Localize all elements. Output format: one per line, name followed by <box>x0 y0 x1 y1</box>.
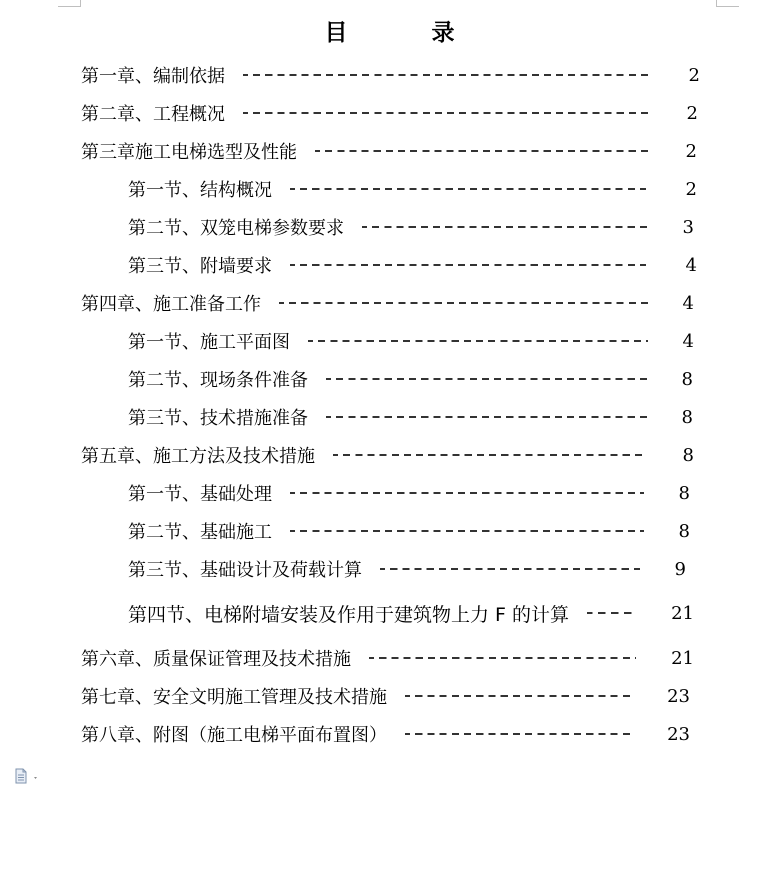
toc-entry[interactable] <box>81 683 690 709</box>
toc-page-number: 3 <box>682 216 694 238</box>
toc-page-number: 8 <box>678 520 690 542</box>
toc-dot-leader <box>326 416 648 420</box>
toc-dot-leader <box>290 530 644 534</box>
toc-dot-leader <box>308 340 648 344</box>
toc-entry-label: 第四节、电梯附墙安装及作用于建筑物上力 F 的计算 <box>128 603 570 626</box>
toc-dot-leader <box>362 226 648 230</box>
toc-entry[interactable] <box>81 100 698 126</box>
toc-page-number: 4 <box>682 330 694 352</box>
toc-entry-label: 第七章、安全文明施工管理及技术措施 <box>81 687 387 708</box>
toc-page-number: 8 <box>678 482 690 504</box>
toc-entry-label: 第二章、工程概况 <box>81 104 225 125</box>
toc-entry[interactable] <box>81 62 700 88</box>
toc-entry-label: 第三节、附墙要求 <box>128 256 272 277</box>
toc-entry-label: 第三节、技术措施准备 <box>128 408 308 429</box>
page-corner-mark-right <box>716 0 739 7</box>
toc-entry[interactable] <box>128 404 693 430</box>
toc-page-number: 23 <box>667 685 690 707</box>
toc-entry[interactable] <box>128 214 694 240</box>
toc-entry-label: 第一节、施工平面图 <box>128 332 290 353</box>
toc-page-number: 8 <box>681 406 693 428</box>
toc-dot-leader <box>326 378 648 382</box>
toc-entry[interactable] <box>81 645 694 671</box>
toc-entry-label: 第一章、编制依据 <box>81 66 225 87</box>
toc-page-number: 2 <box>686 102 698 124</box>
toc-entry[interactable] <box>81 721 690 747</box>
toc-entry-label: 第一节、结构概况 <box>128 180 272 201</box>
toc-page-number: 2 <box>685 140 697 162</box>
toc-entry-label: 第二节、基础施工 <box>128 522 272 543</box>
toc-entry-label: 第二节、现场条件准备 <box>128 370 308 391</box>
toc-dot-leader <box>279 302 648 306</box>
toc-entry-label: 第五章、施工方法及技术措施 <box>81 446 315 467</box>
toc-dot-leader <box>587 612 636 616</box>
toc-dot-leader <box>290 264 646 268</box>
toc-dot-leader <box>290 492 644 496</box>
toc-entry[interactable] <box>128 252 697 278</box>
toc-entry[interactable] <box>128 600 694 626</box>
toc-dot-leader <box>369 657 636 661</box>
toc-dot-leader <box>405 695 634 699</box>
toc-entry[interactable] <box>81 290 694 316</box>
toc-entry-label: 第四章、施工准备工作 <box>81 294 261 315</box>
toc-page-number: 8 <box>682 444 694 466</box>
toc-page-number: 8 <box>681 368 693 390</box>
toc-page-number: 23 <box>667 723 690 745</box>
toc-entry-label: 第三节、基础设计及荷载计算 <box>128 560 362 581</box>
toc-entry-label: 第六章、质量保证管理及技术措施 <box>81 649 351 670</box>
toc-entry[interactable] <box>81 138 697 164</box>
toc-dot-leader <box>405 733 634 737</box>
toc-page-number: 9 <box>674 558 686 580</box>
toc-page-number: 2 <box>685 178 697 200</box>
toc-dot-leader <box>333 454 644 458</box>
toc-title: 目 录 <box>324 20 493 46</box>
toc-entry[interactable] <box>128 176 697 202</box>
toc-entry-label: 第二节、双笼电梯参数要求 <box>128 218 344 239</box>
toc-dot-leader <box>243 74 652 78</box>
toc-page-number: 2 <box>688 64 700 86</box>
toc-entry[interactable] <box>128 328 694 354</box>
toc-page-number: 4 <box>685 254 697 276</box>
toc-entry[interactable] <box>128 518 690 544</box>
toc-entry[interactable] <box>81 442 694 468</box>
toc-dot-leader <box>243 112 648 116</box>
toc-entry-label: 第三章施工电梯选型及性能 <box>81 142 297 163</box>
toc-dot-leader <box>290 188 646 192</box>
page-corner-mark-left <box>58 0 81 7</box>
toc-dot-leader <box>380 568 640 572</box>
toc-page-number: 21 <box>671 602 694 624</box>
toc-page-number: 21 <box>671 647 694 669</box>
toc-entry[interactable] <box>128 556 686 582</box>
document-icon[interactable] <box>15 768 41 784</box>
toc-entry-label: 第一节、基础处理 <box>128 484 272 505</box>
toc-entry-label: 第八章、附图（施工电梯平面布置图） <box>81 725 387 746</box>
toc-entry[interactable] <box>128 366 693 392</box>
toc-dot-leader <box>315 150 650 154</box>
toc-entry[interactable] <box>128 480 690 506</box>
toc-page-number: 4 <box>682 292 694 314</box>
